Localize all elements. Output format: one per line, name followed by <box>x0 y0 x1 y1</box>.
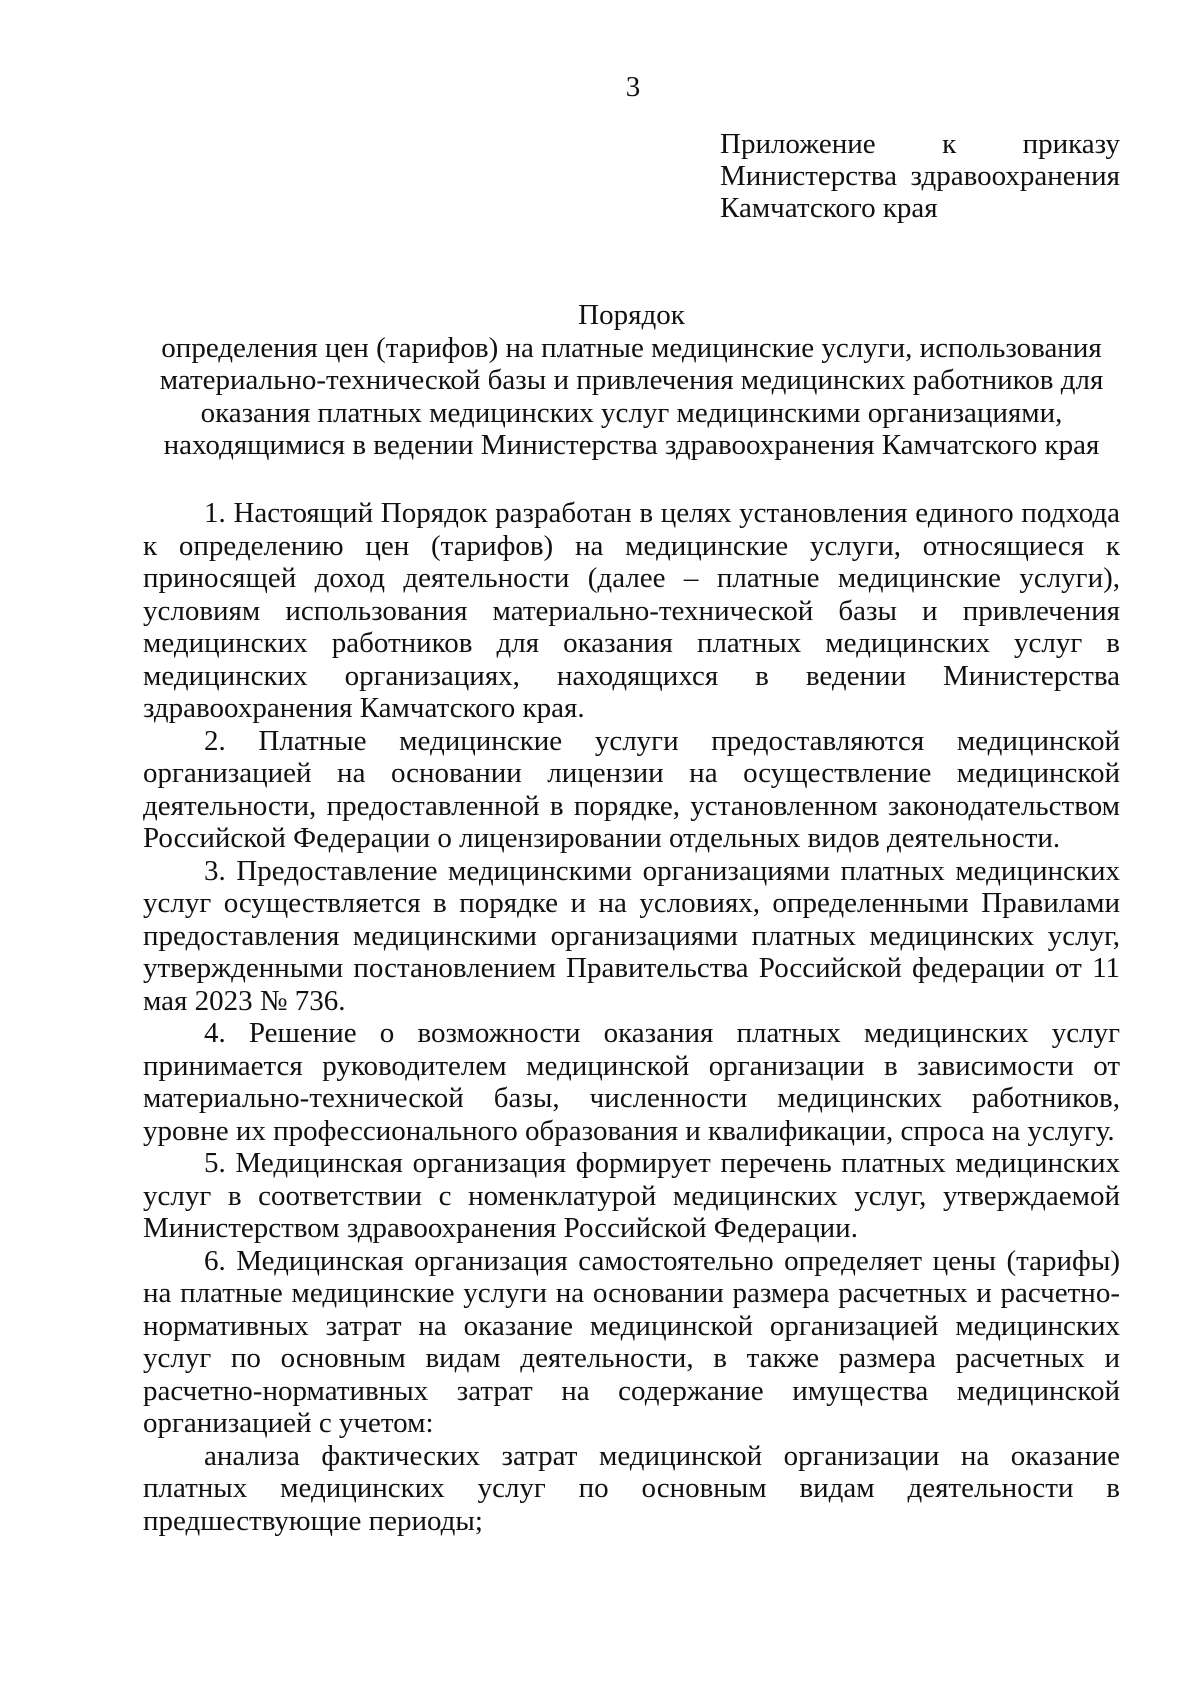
paragraph-1: 1. Настоящий Порядок разработан в целях установления единого подхода к определению цен (тарифов) на медицинские услуги, относящиеся к приносящей доход деятельности (далее – платные медицинские услуги), условиям использования материально-технической базы и привлечения медицинских работников для оказания платных медицинских услуг в медицинских организациях, находящихся в ведении Министерства здравоохранения Камчатского края. <box>143 497 1120 724</box>
title-line-1: определения цен (тарифов) на платные медицинские услуги, использования <box>161 331 1102 364</box>
page-number: 3 <box>625 71 641 103</box>
document-body <box>143 497 1120 1537</box>
appendix-line-2: Министерства здравоохранения <box>720 160 1120 192</box>
title-heading: Порядок <box>578 299 685 331</box>
title-line-2: материально-технической базы и привлечения медицинских работников для <box>159 364 1104 396</box>
paragraph-6: 6. Медицинская организация самостоятельно определяет цены (тарифы) на платные медицинские услуги на основании размера расчетных и расчетно-нормативных затрат на оказание медицинской организацией медицинских услуг по основным видам деятельности, в также размера расчетных и расчетно-нормативных затрат на содержание имущества медицинской организацией с учетом: <box>143 1244 1120 1439</box>
appendix-reference <box>720 128 1120 224</box>
paragraph-7: анализа фактических затрат медицинской организации на оказание платных медицинских услуг по основным видам деятельности в предшествующие периоды; <box>143 1439 1120 1537</box>
paragraph-4: 4. Решение о возможности оказания платных медицинских услуг принимается руководителем медицинской организации в зависимости от материально-технической базы, численности медицинских работников, уровне их профессионального образования и квалификации, спроса на услугу. <box>143 1017 1120 1147</box>
appendix-line-1: Приложение к приказу <box>720 128 1120 160</box>
title-line-4: находящимися в ведении Министерства здравоохранения Камчатского края <box>163 429 1100 461</box>
paragraph-2: 2. Платные медицинские услуги предоставляются медицинской организацией на основании лицензии на осуществление медицинской деятельности, предоставленной в порядке, установленном законодательством Российской Федерации о лицензировании отдельных видов деятельности. <box>143 724 1120 854</box>
document-title <box>143 299 1120 462</box>
appendix-line-3: Камчатского края <box>720 192 938 224</box>
paragraph-5: 5. Медицинская организация формирует перечень платных медицинских услуг в соответствии с номенклатурой медицинских услуг, утверждаемой Министерством здравоохранения Российской Федерации. <box>143 1147 1120 1244</box>
title-line-3: оказания платных медицинских услуг медицинскими организациями, <box>200 396 1063 429</box>
paragraph-3: 3. Предоставление медицинскими организациями платных медицинских услуг осуществляется в порядке и на условиях, определенными Правилами предоставления медицинскими организациями платных медицинских услуг, утвержденными постановлением Правительства Российской федерации от 11 мая 2023 № 736. <box>143 854 1120 1017</box>
